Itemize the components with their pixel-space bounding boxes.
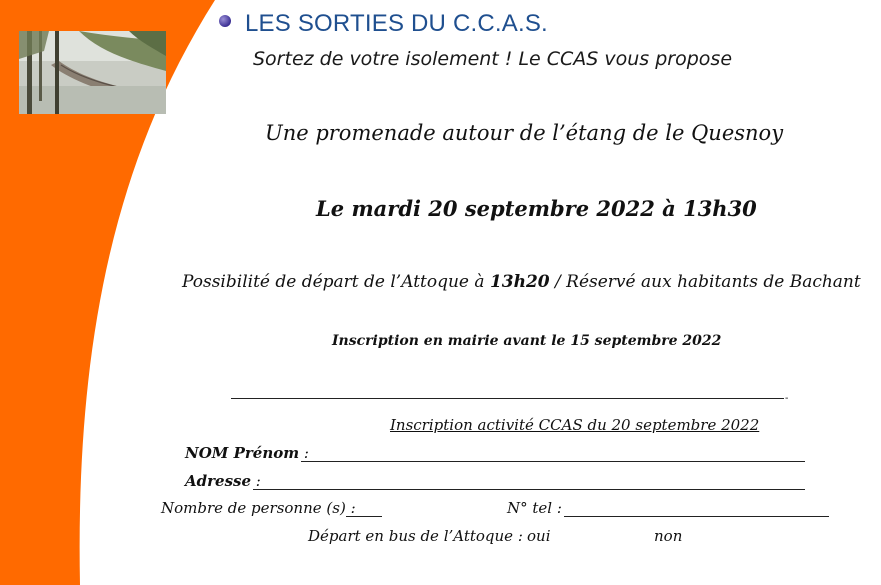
subtitle: Sortez de votre isolement ! Le CCAS vous propose (253, 48, 733, 70)
address-label: Adresse (185, 472, 252, 490)
departure-time: 13h20 (489, 272, 550, 292)
departure-info (182, 272, 861, 292)
phone-label: N° tel (507, 499, 553, 517)
cut-line (231, 398, 784, 399)
pond-photo (19, 31, 166, 114)
departure-suffix: / Réservé aux habitants de Bachant (549, 272, 861, 292)
people-field-label: Nombre de personne (s) : (161, 499, 356, 517)
people-field-line[interactable] (346, 516, 382, 517)
registration-deadline: Inscription en mairie avant le 15 septembre 2022 (332, 333, 722, 349)
name-field-label: NOM Prénom : (185, 444, 309, 462)
name-label: NOM Prénom (185, 444, 300, 462)
phone-field-label: N° tel : (507, 499, 562, 517)
event-date: Le mardi 20 septembre 2022 à 13h30 (316, 196, 757, 221)
page-title: LES SORTIES DU C.C.A.S. (245, 10, 548, 37)
bullet-dot-icon (219, 15, 231, 27)
people-label: Nombre de personne (s) (161, 499, 346, 517)
bus-question: Départ en bus de l’Attoque : (308, 527, 523, 545)
address-field-line[interactable] (253, 489, 805, 490)
option-no[interactable]: non (654, 527, 683, 545)
address-field-label: Adresse : (185, 472, 261, 490)
event-description: Une promenade autour de l’étang de le Quesnoy (265, 121, 784, 145)
phone-field-line[interactable] (564, 516, 829, 517)
name-field-line[interactable] (301, 461, 805, 462)
form-title: Inscription activité CCAS du 20 septembre 2022 (390, 416, 760, 434)
cut-line-end: - (785, 393, 789, 404)
option-yes[interactable]: oui (527, 527, 551, 545)
departure-prefix: Possibilité de départ de l’Attoque à (182, 272, 490, 292)
